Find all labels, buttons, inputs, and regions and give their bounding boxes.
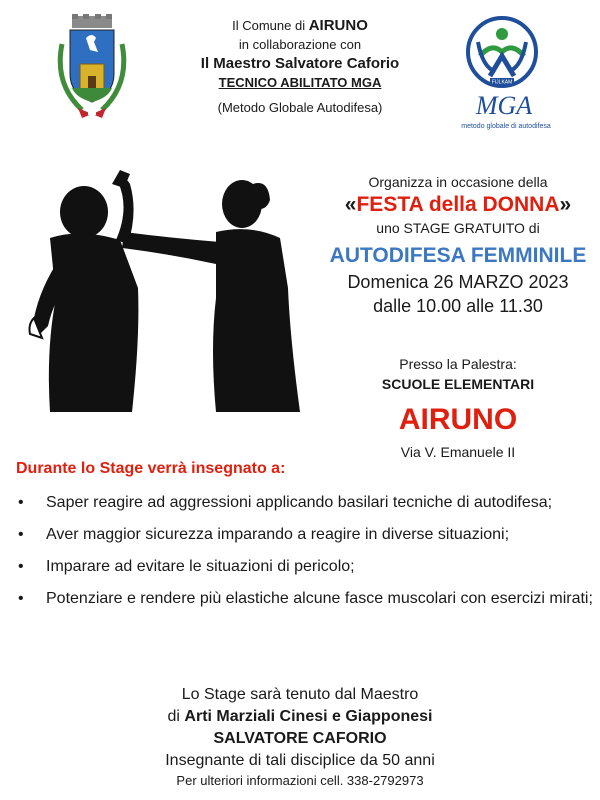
header-line-1 [150, 16, 450, 35]
footer-contact: Per ulteriori informazioni cell. 338-2792973 [176, 773, 424, 788]
event-title: AUTODIFESA FEMMINILE [329, 244, 587, 267]
event-details [318, 172, 598, 318]
mga-emblem-icon [452, 12, 572, 132]
header-qualification: TECNICO ABILITATO MGA [218, 75, 382, 90]
venue [318, 354, 598, 462]
header [150, 16, 450, 117]
list-item-text: Imparare ad evitare le situazioni di pericolo; [46, 558, 355, 575]
footer-master: SALVATORE CAFORIO [213, 730, 387, 747]
venue-intro: Presso la Palestra: [399, 356, 517, 372]
footer-line-2 [0, 706, 600, 728]
festa-title: FESTA della DONNA [356, 193, 560, 216]
list-item-text: Aver maggior sicurezza imparando a reagire in diverse situazioni; [46, 526, 510, 543]
municipal-crest [52, 14, 132, 120]
event-date: Domenica 26 MARZO 2023 [347, 272, 569, 292]
list-item-text: Saper reagire ad aggressioni applicando basilari tecniche di autodifesa; [46, 494, 553, 511]
header-line-1-prefix: Il Comune di [232, 18, 306, 33]
bullet: • [18, 590, 24, 607]
logo-subtitle: metodo globale di autodifesa [461, 123, 551, 130]
footer-experience: Insegnante di tali disciplice da 50 anni [165, 752, 435, 769]
mga-logo [452, 12, 572, 132]
quote-close: » [559, 193, 572, 216]
logo-badge: FIJLKAM [491, 79, 513, 86]
event-festa [318, 192, 598, 218]
list-item [18, 492, 593, 514]
self-defense-illustration [20, 168, 320, 424]
bullet: • [18, 558, 24, 575]
bullet: • [18, 526, 24, 543]
header-method: (Metodo Globale Autodifesa) [217, 100, 383, 115]
footer-line-2-prefix: di [167, 708, 180, 725]
list-title: Durante lo Stage verrà insegnato a: [16, 460, 286, 477]
header-line-2: in collaborazione con [238, 37, 362, 52]
list-item [18, 524, 593, 546]
event-stage: uno STAGE GRATUITO di [376, 220, 540, 236]
topics-list [18, 492, 593, 620]
footer [0, 684, 600, 790]
fighters-silhouette-icon [20, 168, 320, 424]
quote-open: « [344, 193, 357, 216]
venue-school: SCUOLE ELEMENTARI [381, 376, 535, 392]
list-item-text: Potenziare e rendere più elastiche alcune fasce muscolari con esercizi mirati; [46, 590, 593, 607]
list-item [18, 556, 593, 578]
venue-street: Via V. Emanuele II [400, 444, 516, 460]
logo-brand: MGA [475, 91, 533, 120]
event-intro: Organizza in occasione della [368, 174, 548, 190]
footer-line-1: Lo Stage sarà tenuto dal Maestro [181, 686, 419, 703]
header-town: AIRUNO [308, 17, 368, 34]
footer-discipline: Arti Marziali Cinesi e Giapponesi [184, 708, 433, 725]
venue-town: AIRUNO [398, 403, 518, 436]
bullet: • [18, 494, 24, 511]
crest-icon [52, 14, 132, 120]
list-item [18, 588, 593, 610]
event-time: dalle 10.00 alle 11.30 [373, 296, 543, 316]
header-master-name: Il Maestro Salvatore Caforio [200, 55, 400, 72]
